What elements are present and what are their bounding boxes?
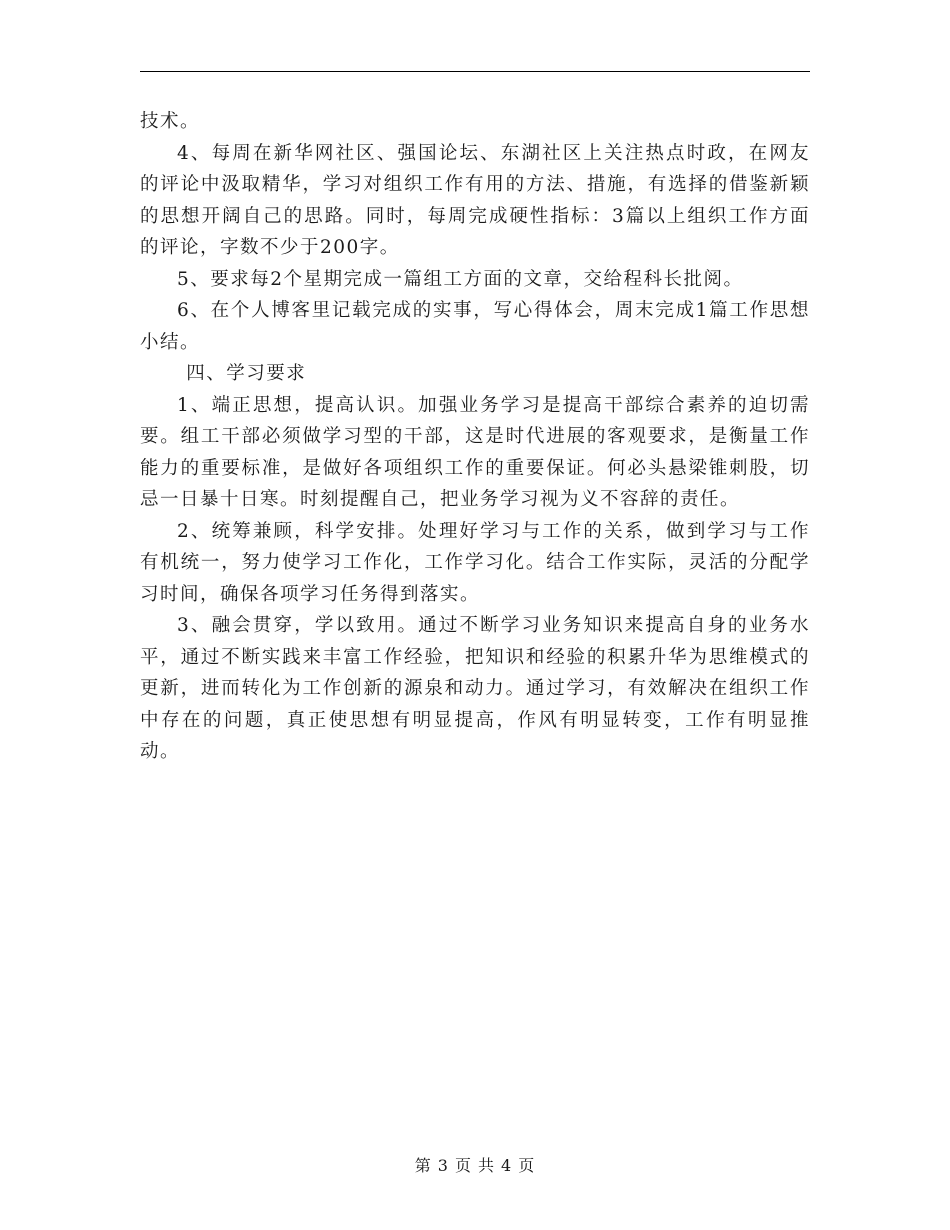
- page-footer: [0, 1153, 950, 1176]
- document-body: [140, 106, 810, 768]
- paragraph-item-6: 6、在个人博客里记载完成的实事，写心得体会，周末完成1篇工作思想小结。: [140, 300, 810, 353]
- requirement-1: 1、端正思想，提高认识。加强业务学习是提高干部综合素养的迫切需要。组工干部必须做学习型的干部，这是时代进展的客观要求，是衡量工作能力的重要标准，是做好各项组织工作的重要保证。何必头悬梁锥刺股，切忌一日暴十日寒。时刻提醒自己，把业务学习视为义不容辞的责任。: [140, 394, 810, 510]
- paragraph-item-5: 5、要求每2个星期完成一篇组工方面的文章，交给程科长批阅。: [177, 268, 744, 290]
- requirement-2: 2、统筹兼顾，科学安排。处理好学习与工作的关系，做到学习与工作有机统一，努力使学习工作化，工作学习化。结合工作实际，灵活的分配学习时间，确保各项学习任务得到落实。: [140, 520, 810, 605]
- section-heading: 四、学习要求: [186, 363, 307, 384]
- footer-current-page: 3: [437, 1156, 449, 1175]
- footer-suffix: 页: [518, 1156, 536, 1175]
- requirement-3: 3、融会贯穿，学以致用。通过不断学习业务知识来提高自身的业务水平，通过不断实践来丰富工作经验，把知识和经验的积累升华为思维模式的更新，进而转化为工作创新的源泉和动力。通过学习，有效解决在组织工作中存在的问题，真正使思想有明显提高，作风有明显转变，工作有明显推动。: [140, 615, 810, 762]
- footer-prefix: 第: [414, 1156, 432, 1175]
- footer-total-pages: 4: [501, 1156, 513, 1175]
- header-rule: [140, 71, 810, 72]
- footer-middle: 页 共: [454, 1156, 496, 1175]
- paragraph-continuation: 技术。: [140, 111, 201, 132]
- paragraph-item-4: 4、每周在新华网社区、强国论坛、东湖社区上关注热点时政，在网友的评论中汲取精华，学习对组织工作有用的方法、措施，有选择的借鉴新颖的思想开阔自己的思路。同时，每周完成硬性指标：3篇以上组织工作方面的评论，字数不少于200字。: [140, 142, 810, 258]
